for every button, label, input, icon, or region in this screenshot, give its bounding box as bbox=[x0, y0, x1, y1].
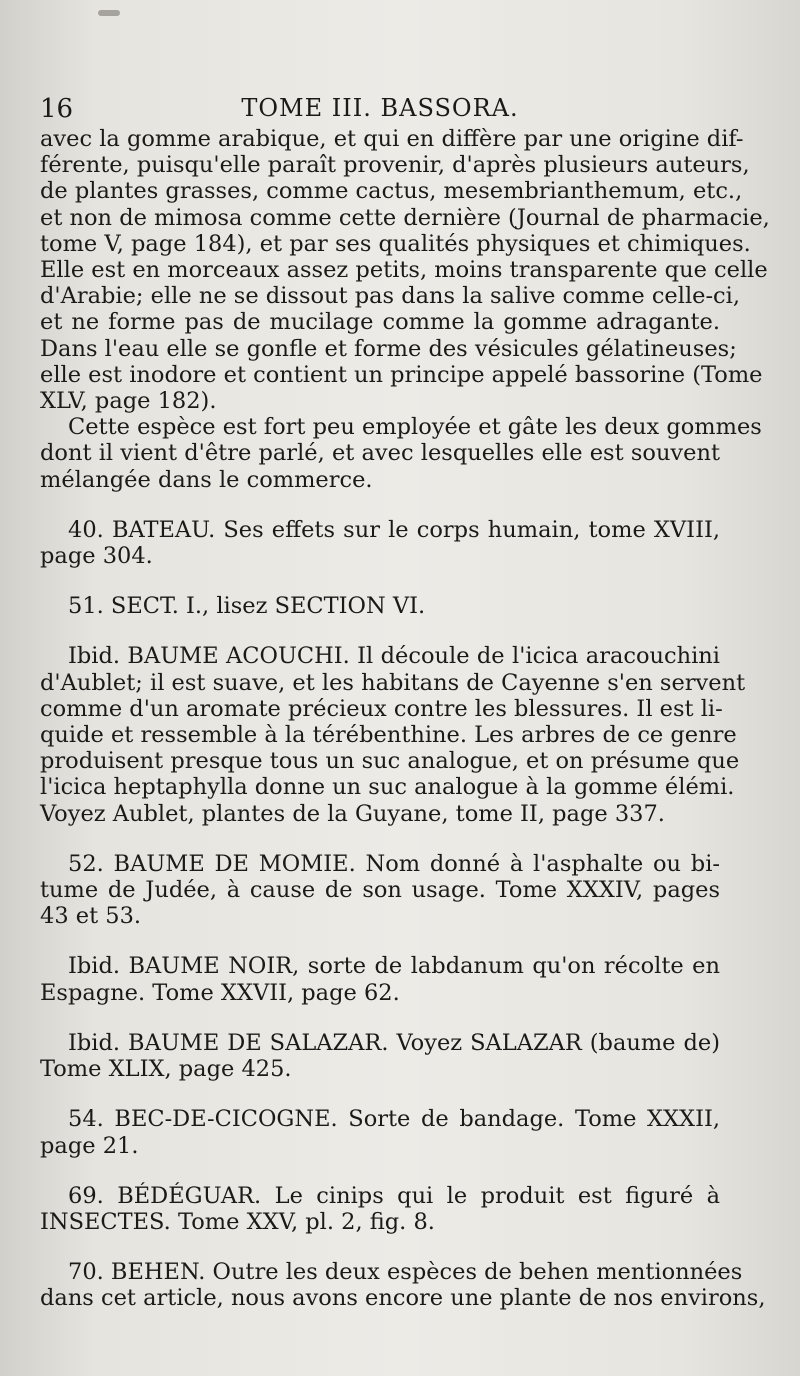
spacer bbox=[40, 1235, 720, 1259]
text-line: 51. SECT. I., lisez SECTION VI. bbox=[68, 593, 426, 620]
paragraph-bassora-usage bbox=[40, 414, 762, 493]
text-line: Ibid. BAUME ACOUCHI. Il découle de l'icica aracouchini bbox=[68, 643, 720, 670]
spacer bbox=[40, 1082, 720, 1106]
text-line: l'icica heptaphylla donne un suc analogue à la gomme élémi. bbox=[40, 774, 735, 801]
text-line: Voyez Aublet, plantes de la Guyane, tome II, page 337. bbox=[40, 800, 665, 827]
text-line: Tome XLIX, page 425. bbox=[40, 1056, 292, 1083]
body-text bbox=[40, 126, 770, 1312]
text-line: XLV, page 182). bbox=[40, 388, 217, 415]
spacer bbox=[40, 569, 720, 593]
entry-baume-de-momie bbox=[40, 851, 720, 930]
text-line: dans cet article, nous avons encore une plante de nos environs, bbox=[40, 1285, 766, 1312]
text-line: page 21. bbox=[40, 1132, 139, 1159]
entry-baume-noir bbox=[40, 953, 720, 1005]
text-line: tume de Judée, à cause de son usage. Tome XXXIV, pages bbox=[40, 877, 720, 904]
text-line: elle est inodore et contient un principe appelé bassorine (Tome bbox=[40, 361, 763, 388]
entry-bateau bbox=[40, 517, 720, 569]
text-line: férente, puisqu'elle paraît provenir, d'après plusieurs auteurs, bbox=[40, 152, 750, 179]
text-line: Espagne. Tome XXVII, page 62. bbox=[40, 979, 400, 1006]
page-header bbox=[40, 94, 720, 128]
running-head: TOME III. BASSORA. bbox=[241, 94, 519, 122]
entry-bec-de-cicogne bbox=[40, 1106, 720, 1158]
text-line: tome V, page 184), et par ses qualités physiques et chimiques. bbox=[40, 230, 751, 257]
spacer bbox=[40, 1159, 720, 1183]
ink-mark bbox=[98, 10, 120, 16]
text-line: Ibid. BAUME DE SALAZAR. Voyez SALAZAR (baume de) bbox=[68, 1029, 720, 1056]
text-line: Cette espèce est fort peu employée et gâte les deux gommes bbox=[68, 414, 762, 441]
page-number: 16 bbox=[40, 94, 74, 124]
spacer bbox=[40, 619, 720, 643]
text-line: d'Arabie; elle ne se dissout pas dans la salive comme celle-ci, bbox=[40, 283, 741, 310]
entry-sect-correction bbox=[40, 593, 720, 619]
text-line: 70. BEHEN. Outre les deux espèces de behen mentionnées bbox=[68, 1259, 743, 1286]
entry-baume-de-salazar bbox=[40, 1030, 720, 1082]
text-line: page 304. bbox=[40, 543, 153, 570]
entry-behen bbox=[40, 1259, 766, 1312]
text-line: Dans l'eau elle se gonfle et forme des vésicules gélatineuses; bbox=[40, 335, 737, 362]
text-line: et non de mimosa comme cette dernière (Journal de pharmacie, bbox=[40, 204, 770, 231]
entry-baume-acouchi bbox=[40, 643, 746, 827]
text-line: 43 et 53. bbox=[40, 903, 142, 930]
text-line: comme d'un aromate précieux contre les blessures. Il est li- bbox=[40, 695, 723, 722]
text-line: avec la gomme arabique, et qui en diffère par une origine dif- bbox=[40, 126, 744, 152]
paragraph-bassora-continued bbox=[40, 126, 770, 415]
text-line: quide et ressemble à la térébenthine. Les arbres de ce genre bbox=[40, 722, 737, 749]
text-line: 54. BEC-DE-CICOGNE. Sorte de bandage. Tome XXXII, bbox=[68, 1106, 720, 1133]
text-line: d'Aublet; il est suave, et les habitans de Cayenne s'en servent bbox=[40, 669, 746, 696]
text-line: 69. BÉDÉGUAR. Le cinips qui le produit est figuré à bbox=[68, 1182, 720, 1209]
text-line: 52. BAUME DE MOMIE. Nom donné à l'asphalte ou bi- bbox=[68, 850, 720, 877]
text-line: produisent presque tous un suc analogue, et on présume que bbox=[40, 748, 740, 775]
text-line: Ibid. BAUME NOIR, sorte de labdanum qu'on récolte en bbox=[68, 953, 720, 980]
text-line: Elle est en morceaux assez petits, moins transparente que celle bbox=[40, 257, 768, 284]
spacer bbox=[40, 827, 720, 851]
text-line: de plantes grasses, comme cactus, mesembrianthemum, etc., bbox=[40, 178, 743, 205]
spacer bbox=[40, 1006, 720, 1030]
spacer bbox=[40, 929, 720, 953]
text-line: dont il vient d'être parlé, et avec lesquelles elle est souvent bbox=[40, 440, 720, 467]
entry-bedeguar bbox=[40, 1183, 720, 1235]
spacer bbox=[40, 493, 720, 517]
text-line: INSECTES. Tome XXV, pl. 2, fig. 8. bbox=[40, 1208, 435, 1235]
text-line: et ne forme pas de mucilage comme la gomme adragante. bbox=[40, 309, 720, 336]
text-line: 40. BATEAU. Ses effets sur le corps humain, tome XVIII, bbox=[68, 516, 720, 543]
text-line: mélangée dans le commerce. bbox=[40, 466, 373, 493]
